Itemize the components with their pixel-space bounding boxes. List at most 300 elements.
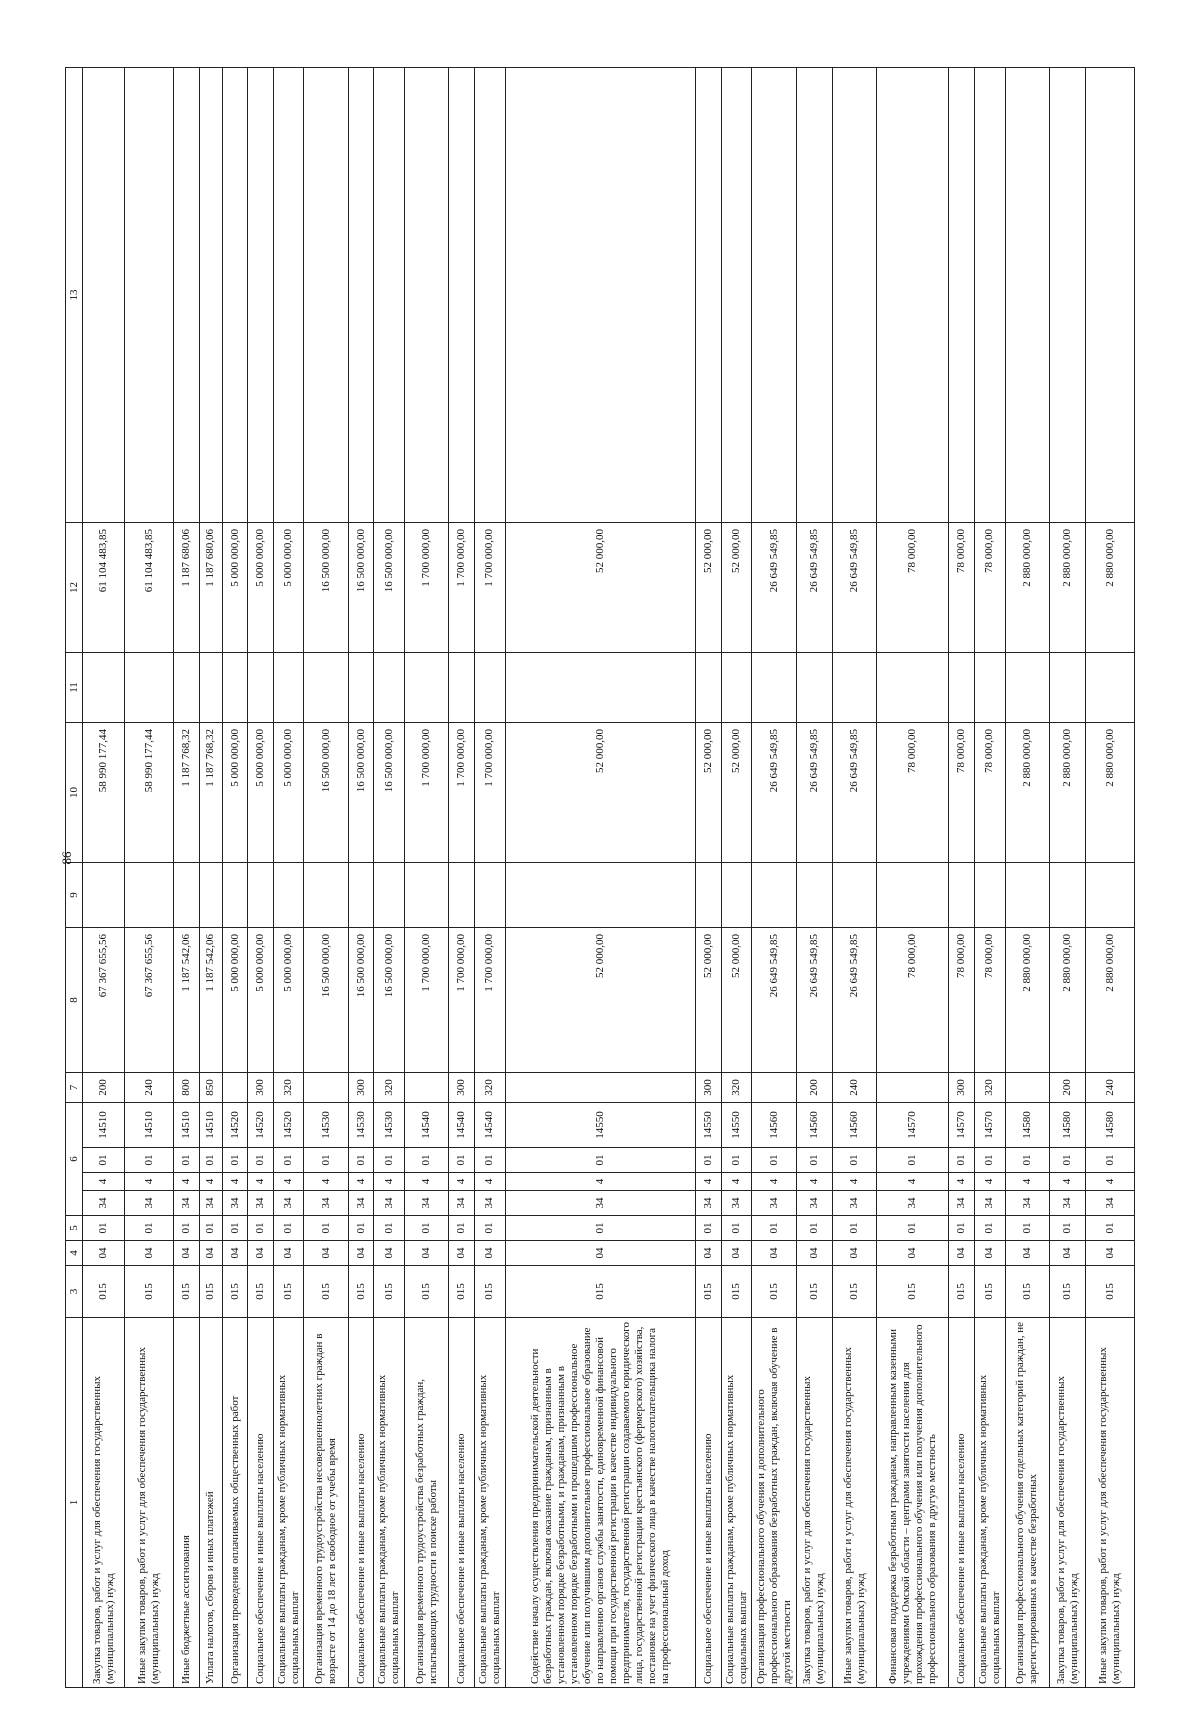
- cell-col8: 5 000 000,00: [222, 928, 247, 1073]
- cell-col8: 16 500 000,00: [348, 928, 373, 1073]
- col-header-12: 12: [66, 523, 83, 653]
- cell-col6-a: 34: [273, 1191, 304, 1216]
- cell-col10: 58 990 177,44: [125, 723, 174, 863]
- cell-col6-b: 4: [474, 1173, 505, 1191]
- row-name: Социальное обеспечение и иные выплаты населению: [949, 1318, 974, 1688]
- cell-col9: [125, 863, 174, 928]
- row-name: Уплата налогов, сборов и иных платежей: [199, 1318, 222, 1688]
- cell-col9: [949, 863, 974, 928]
- cell-col13: [449, 68, 474, 523]
- row-name: Иные закупки товаров, работ и услуг для обеспечения государственных (муниципальных) нужд: [832, 1318, 877, 1688]
- table-row: [832, 68, 877, 1688]
- cell-col6-a: 34: [125, 1191, 174, 1216]
- cell-col12: 2 880 000,00: [1050, 523, 1086, 653]
- cell-col6-c: 01: [83, 1148, 125, 1173]
- table-row: [374, 68, 405, 1688]
- cell-col3: 015: [304, 1266, 349, 1318]
- cell-col6-c: 01: [449, 1148, 474, 1173]
- cell-col11: [174, 653, 199, 723]
- row-name: Организация проведения оплачиваемых общественных работ: [222, 1318, 247, 1688]
- cell-col7: 240: [1086, 1073, 1135, 1103]
- cell-col11: [374, 653, 405, 723]
- cell-col8: 1 187 542,06: [199, 928, 222, 1073]
- cell-col6-d: 14520: [248, 1103, 273, 1148]
- row-name: Иные закупки товаров, работ и услуг для обеспечения государственных (муниципальных) нужд: [125, 1318, 174, 1688]
- cell-col5: 01: [222, 1216, 247, 1241]
- cell-col4: 04: [1005, 1241, 1050, 1266]
- cell-col7: 300: [248, 1073, 273, 1103]
- cell-col3: 015: [449, 1266, 474, 1318]
- cell-col8: 78 000,00: [974, 928, 1005, 1073]
- cell-col12: 1 700 000,00: [404, 523, 449, 653]
- col-header-4: 4: [66, 1241, 83, 1266]
- cell-col3: 015: [974, 1266, 1005, 1318]
- table-row: [1050, 68, 1086, 1688]
- cell-col12: 26 649 549,85: [752, 523, 797, 653]
- cell-col5: 01: [877, 1216, 949, 1241]
- cell-col4: 04: [374, 1241, 405, 1266]
- cell-col6-d: 14550: [505, 1103, 696, 1148]
- cell-col5: 01: [125, 1216, 174, 1241]
- cell-col7: [404, 1073, 449, 1103]
- cell-col3: 015: [752, 1266, 797, 1318]
- column-number-row: [66, 68, 83, 1688]
- cell-col8: 16 500 000,00: [374, 928, 405, 1073]
- cell-col3: 015: [83, 1266, 125, 1318]
- cell-col13: [83, 68, 125, 523]
- cell-col13: [273, 68, 304, 523]
- cell-col12: 26 649 549,85: [796, 523, 832, 653]
- cell-col4: 04: [752, 1241, 797, 1266]
- cell-col6-b: 4: [796, 1173, 832, 1191]
- table-row: [877, 68, 949, 1688]
- cell-col11: [348, 653, 373, 723]
- cell-col11: [125, 653, 174, 723]
- cell-col9: [248, 863, 273, 928]
- cell-col4: 04: [199, 1241, 222, 1266]
- cell-col6-d: 14530: [348, 1103, 373, 1148]
- cell-col4: 04: [696, 1241, 721, 1266]
- cell-col12: 16 500 000,00: [374, 523, 405, 653]
- cell-col8: 5 000 000,00: [248, 928, 273, 1073]
- row-name: Социальные выплаты гражданам, кроме публичных нормативных социальных выплат: [974, 1318, 1005, 1688]
- cell-col10: 5 000 000,00: [222, 723, 247, 863]
- col-header-9: 9: [66, 863, 83, 928]
- cell-col12: 26 649 549,85: [832, 523, 877, 653]
- cell-col10: 52 000,00: [696, 723, 721, 863]
- cell-col7: 300: [449, 1073, 474, 1103]
- cell-col6-b: 4: [877, 1173, 949, 1191]
- table-row: [949, 68, 974, 1688]
- cell-col11: [404, 653, 449, 723]
- cell-col6-d: 14540: [404, 1103, 449, 1148]
- row-name: Закупка товаров, работ и услуг для обеспечения государственных (муниципальных) нужд: [83, 1318, 125, 1688]
- cell-col3: 015: [1005, 1266, 1050, 1318]
- cell-col3: 015: [721, 1266, 752, 1318]
- cell-col4: 04: [449, 1241, 474, 1266]
- cell-col6-a: 34: [721, 1191, 752, 1216]
- row-name: Организация временного трудоустройства безработных граждан, испытывающих трудности в поиске работы: [404, 1318, 449, 1688]
- table-row: [1086, 68, 1135, 1688]
- cell-col4: 04: [304, 1241, 349, 1266]
- cell-col13: [222, 68, 247, 523]
- cell-col10: 26 649 549,85: [832, 723, 877, 863]
- cell-col7: [222, 1073, 247, 1103]
- cell-col9: [83, 863, 125, 928]
- row-name: Социальные выплаты гражданам, кроме публичных нормативных социальных выплат: [273, 1318, 304, 1688]
- cell-col6-d: 14580: [1005, 1103, 1050, 1148]
- cell-col6-a: 34: [199, 1191, 222, 1216]
- cell-col3: 015: [222, 1266, 247, 1318]
- cell-col12: 52 000,00: [505, 523, 696, 653]
- cell-col13: [505, 68, 696, 523]
- cell-col6-a: 34: [449, 1191, 474, 1216]
- cell-col11: [796, 653, 832, 723]
- cell-col12: 52 000,00: [721, 523, 752, 653]
- cell-col8: 5 000 000,00: [273, 928, 304, 1073]
- row-name: Закупка товаров, работ и услуг для обеспечения государственных (муниципальных) нужд: [1050, 1318, 1086, 1688]
- cell-col13: [877, 68, 949, 523]
- cell-col4: 04: [505, 1241, 696, 1266]
- row-name: Организация профессионального обучения и дополнительного профессионального образования безработных граждан, включая обучение в другой местности: [752, 1318, 797, 1688]
- cell-col6-c: 01: [1050, 1148, 1086, 1173]
- cell-col8: 67 367 655,56: [83, 928, 125, 1073]
- cell-col5: 01: [474, 1216, 505, 1241]
- cell-col12: 1 700 000,00: [449, 523, 474, 653]
- cell-col12: 5 000 000,00: [273, 523, 304, 653]
- cell-col11: [752, 653, 797, 723]
- cell-col6-a: 34: [949, 1191, 974, 1216]
- table-row: [752, 68, 797, 1688]
- cell-col7: 200: [1050, 1073, 1086, 1103]
- cell-col6-b: 4: [505, 1173, 696, 1191]
- cell-col5: 01: [752, 1216, 797, 1241]
- cell-col10: 2 880 000,00: [1050, 723, 1086, 863]
- cell-col6-b: 4: [832, 1173, 877, 1191]
- cell-col9: [222, 863, 247, 928]
- cell-col4: 04: [949, 1241, 974, 1266]
- cell-col6-a: 34: [348, 1191, 373, 1216]
- cell-col5: 01: [974, 1216, 1005, 1241]
- cell-col9: [752, 863, 797, 928]
- cell-col9: [974, 863, 1005, 928]
- cell-col10: 2 880 000,00: [1086, 723, 1135, 863]
- cell-col6-b: 4: [1005, 1173, 1050, 1191]
- cell-col13: [404, 68, 449, 523]
- cell-col6-d: 14560: [752, 1103, 797, 1148]
- cell-col11: [1005, 653, 1050, 723]
- cell-col6-a: 34: [83, 1191, 125, 1216]
- cell-col4: 04: [796, 1241, 832, 1266]
- cell-col11: [696, 653, 721, 723]
- cell-col5: 01: [796, 1216, 832, 1241]
- cell-col5: 01: [304, 1216, 349, 1241]
- cell-col6-a: 34: [832, 1191, 877, 1216]
- cell-col6-d: 14560: [832, 1103, 877, 1148]
- table-row: [174, 68, 199, 1688]
- cell-col10: 26 649 549,85: [752, 723, 797, 863]
- cell-col6-a: 34: [877, 1191, 949, 1216]
- col-header-1: 1: [66, 1318, 83, 1688]
- col-header-7: 7: [66, 1073, 83, 1103]
- cell-col12: 2 880 000,00: [1086, 523, 1135, 653]
- cell-col6-b: 4: [404, 1173, 449, 1191]
- cell-col9: [273, 863, 304, 928]
- cell-col12: 16 500 000,00: [304, 523, 349, 653]
- cell-col6-a: 34: [796, 1191, 832, 1216]
- cell-col6-a: 34: [374, 1191, 405, 1216]
- cell-col7: 320: [273, 1073, 304, 1103]
- cell-col6-a: 34: [1005, 1191, 1050, 1216]
- cell-col6-c: 01: [199, 1148, 222, 1173]
- cell-col6-b: 4: [248, 1173, 273, 1191]
- cell-col11: [474, 653, 505, 723]
- cell-col6-d: 14580: [1050, 1103, 1086, 1148]
- row-name: Социальное обеспечение и иные выплаты населению: [348, 1318, 373, 1688]
- cell-col10: 2 880 000,00: [1005, 723, 1050, 863]
- cell-col6-c: 01: [304, 1148, 349, 1173]
- cell-col6-d: 14540: [449, 1103, 474, 1148]
- col-header-13: 13: [66, 68, 83, 523]
- cell-col9: [1086, 863, 1135, 928]
- cell-col12: 61 104 483,85: [125, 523, 174, 653]
- cell-col8: 2 880 000,00: [1005, 928, 1050, 1073]
- cell-col7: 300: [696, 1073, 721, 1103]
- cell-col7: 200: [796, 1073, 832, 1103]
- cell-col11: [83, 653, 125, 723]
- cell-col9: [832, 863, 877, 928]
- cell-col6-b: 4: [304, 1173, 349, 1191]
- cell-col5: 01: [374, 1216, 405, 1241]
- cell-col6-b: 4: [721, 1173, 752, 1191]
- cell-col5: 01: [696, 1216, 721, 1241]
- row-name: Организация профессионального обучения отдельных категорий граждан, не зарегистрированных в качестве безработных: [1005, 1318, 1050, 1688]
- table-row: [505, 68, 696, 1688]
- cell-col3: 015: [348, 1266, 373, 1318]
- cell-col13: [752, 68, 797, 523]
- cell-col6-b: 4: [348, 1173, 373, 1191]
- cell-col9: [877, 863, 949, 928]
- cell-col7: 200: [83, 1073, 125, 1103]
- table-row: [199, 68, 222, 1688]
- cell-col6-a: 34: [1086, 1191, 1135, 1216]
- row-name: Социальные выплаты гражданам, кроме публичных нормативных социальных выплат: [374, 1318, 405, 1688]
- cell-col4: 04: [273, 1241, 304, 1266]
- table-row: [125, 68, 174, 1688]
- cell-col6-b: 4: [125, 1173, 174, 1191]
- cell-col3: 015: [505, 1266, 696, 1318]
- cell-col4: 04: [222, 1241, 247, 1266]
- cell-col7: 300: [949, 1073, 974, 1103]
- cell-col13: [304, 68, 349, 523]
- cell-col4: 04: [1086, 1241, 1135, 1266]
- cell-col10: 16 500 000,00: [348, 723, 373, 863]
- cell-col6-a: 34: [304, 1191, 349, 1216]
- cell-col5: 01: [1050, 1216, 1086, 1241]
- cell-col6-c: 01: [474, 1148, 505, 1173]
- cell-col6-c: 01: [125, 1148, 174, 1173]
- cell-col3: 015: [474, 1266, 505, 1318]
- cell-col5: 01: [348, 1216, 373, 1241]
- cell-col3: 015: [949, 1266, 974, 1318]
- cell-col6-c: 01: [273, 1148, 304, 1173]
- cell-col9: [404, 863, 449, 928]
- cell-col10: 5 000 000,00: [273, 723, 304, 863]
- cell-col6-b: 4: [974, 1173, 1005, 1191]
- cell-col6-a: 34: [174, 1191, 199, 1216]
- cell-col9: [474, 863, 505, 928]
- page-number: 86: [59, 851, 74, 865]
- table-row: [222, 68, 247, 1688]
- cell-col13: [474, 68, 505, 523]
- cell-col13: [832, 68, 877, 523]
- cell-col6-a: 34: [1050, 1191, 1086, 1216]
- table-row: [304, 68, 349, 1688]
- table-row: [974, 68, 1005, 1688]
- cell-col6-b: 4: [199, 1173, 222, 1191]
- cell-col6-b: 4: [449, 1173, 474, 1191]
- cell-col11: [832, 653, 877, 723]
- cell-col8: 26 649 549,85: [752, 928, 797, 1073]
- row-name: Социальное обеспечение и иные выплаты населению: [248, 1318, 273, 1688]
- cell-col12: 5 000 000,00: [248, 523, 273, 653]
- cell-col4: 04: [125, 1241, 174, 1266]
- table-row: [83, 68, 125, 1688]
- cell-col10: 5 000 000,00: [248, 723, 273, 863]
- cell-col4: 04: [1050, 1241, 1086, 1266]
- cell-col6-c: 01: [1086, 1148, 1135, 1173]
- row-name: Иные закупки товаров, работ и услуг для обеспечения государственных (муниципальных) нужд: [1086, 1318, 1135, 1688]
- cell-col6-d: 14510: [174, 1103, 199, 1148]
- cell-col5: 01: [174, 1216, 199, 1241]
- cell-col5: 01: [832, 1216, 877, 1241]
- cell-col8: 52 000,00: [505, 928, 696, 1073]
- cell-col10: 26 649 549,85: [796, 723, 832, 863]
- cell-col10: 78 000,00: [877, 723, 949, 863]
- table-row: [248, 68, 273, 1688]
- cell-col3: 015: [248, 1266, 273, 1318]
- cell-col8: 16 500 000,00: [304, 928, 349, 1073]
- budget-table: [65, 67, 1135, 1688]
- cell-col6-d: 14540: [474, 1103, 505, 1148]
- cell-col10: 1 700 000,00: [404, 723, 449, 863]
- cell-col6-c: 01: [1005, 1148, 1050, 1173]
- cell-col5: 01: [199, 1216, 222, 1241]
- cell-col8: 26 649 549,85: [796, 928, 832, 1073]
- cell-col11: [449, 653, 474, 723]
- row-name: Социальные выплаты гражданам, кроме публичных нормативных социальных выплат: [721, 1318, 752, 1688]
- cell-col3: 015: [404, 1266, 449, 1318]
- cell-col8: 1 700 000,00: [449, 928, 474, 1073]
- cell-col5: 01: [1086, 1216, 1135, 1241]
- cell-col6-a: 34: [974, 1191, 1005, 1216]
- cell-col13: [174, 68, 199, 523]
- row-name: Закупка товаров, работ и услуг для обеспечения государственных (муниципальных) нужд: [796, 1318, 832, 1688]
- row-name: Социальное обеспечение и иные выплаты населению: [696, 1318, 721, 1688]
- row-name: Социальные выплаты гражданам, кроме публичных нормативных социальных выплат: [474, 1318, 505, 1688]
- cell-col12: 1 187 680,06: [199, 523, 222, 653]
- cell-col9: [505, 863, 696, 928]
- cell-col12: 78 000,00: [949, 523, 974, 653]
- cell-col13: [696, 68, 721, 523]
- cell-col3: 015: [696, 1266, 721, 1318]
- cell-col6-a: 34: [505, 1191, 696, 1216]
- cell-col6-b: 4: [1050, 1173, 1086, 1191]
- cell-col5: 01: [449, 1216, 474, 1241]
- table-row: [1005, 68, 1050, 1688]
- table-row: [348, 68, 373, 1688]
- cell-col5: 01: [273, 1216, 304, 1241]
- cell-col6-d: 14520: [273, 1103, 304, 1148]
- cell-col10: 52 000,00: [505, 723, 696, 863]
- cell-col6-c: 01: [721, 1148, 752, 1173]
- cell-col10: 1 187 768,32: [199, 723, 222, 863]
- col-header-6: 6: [66, 1103, 83, 1216]
- cell-col12: 1 187 680,06: [174, 523, 199, 653]
- cell-col12: 1 700 000,00: [474, 523, 505, 653]
- cell-col6-c: 01: [752, 1148, 797, 1173]
- cell-col12: 2 880 000,00: [1005, 523, 1050, 653]
- cell-col12: 16 500 000,00: [348, 523, 373, 653]
- cell-col4: 04: [974, 1241, 1005, 1266]
- cell-col9: [199, 863, 222, 928]
- cell-col11: [1086, 653, 1135, 723]
- cell-col13: [1050, 68, 1086, 523]
- row-name: Финансовая поддержка безработным гражданам, направленным казенными учреждениями Омской области – центрами занятости населения для прохождения профессионального обучения или получения дополнительного профессионального образования в другую местность: [877, 1318, 949, 1688]
- cell-col13: [348, 68, 373, 523]
- cell-col11: [974, 653, 1005, 723]
- cell-col13: [199, 68, 222, 523]
- cell-col9: [696, 863, 721, 928]
- cell-col5: 01: [949, 1216, 974, 1241]
- cell-col6-d: 14510: [199, 1103, 222, 1148]
- cell-col8: 1 700 000,00: [404, 928, 449, 1073]
- cell-col4: 04: [404, 1241, 449, 1266]
- table-row: [721, 68, 752, 1688]
- cell-col12: 78 000,00: [877, 523, 949, 653]
- cell-col4: 04: [348, 1241, 373, 1266]
- cell-col13: [1005, 68, 1050, 523]
- cell-col3: 015: [1086, 1266, 1135, 1318]
- cell-col6-c: 01: [877, 1148, 949, 1173]
- cell-col11: [304, 653, 349, 723]
- cell-col11: [222, 653, 247, 723]
- cell-col9: [449, 863, 474, 928]
- cell-col3: 015: [832, 1266, 877, 1318]
- cell-col10: 16 500 000,00: [304, 723, 349, 863]
- cell-col13: [796, 68, 832, 523]
- cell-col13: [248, 68, 273, 523]
- cell-col6-a: 34: [248, 1191, 273, 1216]
- cell-col10: 16 500 000,00: [374, 723, 405, 863]
- col-header-3: 3: [66, 1266, 83, 1318]
- cell-col6-a: 34: [696, 1191, 721, 1216]
- cell-col6-a: 34: [752, 1191, 797, 1216]
- cell-col6-d: 14530: [304, 1103, 349, 1148]
- cell-col6-c: 01: [505, 1148, 696, 1173]
- cell-col7: [1005, 1073, 1050, 1103]
- table-row: [273, 68, 304, 1688]
- cell-col7: 300: [348, 1073, 373, 1103]
- cell-col7: [304, 1073, 349, 1103]
- cell-col13: [949, 68, 974, 523]
- cell-col13: [721, 68, 752, 523]
- cell-col8: 78 000,00: [949, 928, 974, 1073]
- cell-col6-b: 4: [273, 1173, 304, 1191]
- cell-col7: 240: [125, 1073, 174, 1103]
- cell-col5: 01: [1005, 1216, 1050, 1241]
- cell-col6-c: 01: [248, 1148, 273, 1173]
